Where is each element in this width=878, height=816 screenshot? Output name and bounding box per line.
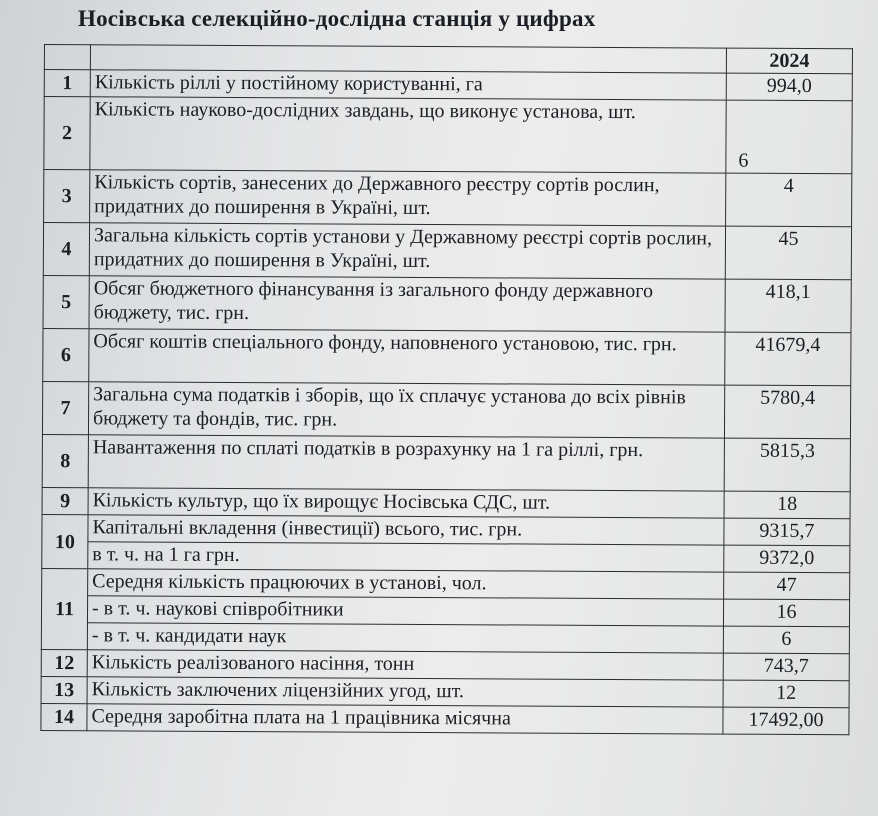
table-row	[44, 97, 852, 174]
header-num-cell	[44, 45, 90, 70]
table-row	[44, 70, 852, 101]
table-row	[42, 487, 850, 518]
row-value: 994,0	[726, 73, 852, 101]
row-label: Середня заробітна плата на 1 працівника місячна	[87, 704, 723, 734]
table-row	[42, 434, 850, 491]
table-row	[42, 514, 850, 545]
row-number: 4	[43, 223, 89, 276]
subrow-label: в т. ч. на 1 га грн.	[88, 542, 724, 572]
stats-table	[40, 44, 853, 735]
row-number: 14	[41, 703, 87, 730]
table-row	[41, 703, 849, 734]
table-row	[44, 170, 852, 227]
row-number: 8	[42, 434, 88, 487]
table-subrow	[41, 595, 849, 626]
header-year: 2024	[726, 48, 852, 74]
row-value: 4	[726, 173, 852, 227]
row-label: Капітальні вкладення (інвестиції) всього, тис. грн.	[88, 515, 724, 545]
row-value: 45	[725, 226, 851, 280]
row-label: Загальна сума податків і зборів, що їх сплачує установа до всіх рівнів бюджету та фондів, тис. грн.	[88, 382, 724, 438]
table-row	[42, 381, 850, 438]
subrow-value: 6	[723, 626, 849, 654]
row-label: Обсяг коштів спеціального фонду, наповненого установою, тис. грн.	[89, 329, 725, 385]
row-number: 10	[42, 514, 88, 568]
row-number: 5	[43, 275, 89, 328]
header-label-cell	[90, 45, 726, 73]
table-subrow	[41, 622, 849, 653]
row-label: Кількість ріллі у постійному користуванні, га	[90, 70, 726, 100]
subrow-value: 16	[723, 599, 849, 627]
table-row	[41, 649, 849, 680]
row-number: 9	[42, 487, 88, 514]
row-number: 3	[44, 170, 90, 223]
row-label: Обсяг бюджетного фінансування із загального фонду державного бюджету, тис. грн.	[89, 276, 725, 332]
table-row	[41, 676, 849, 707]
row-label: Кількість науково-дослідних завдань, що виконує установа, шт.	[90, 97, 726, 173]
table-subrow	[42, 541, 850, 572]
row-value: 12	[723, 680, 849, 708]
row-label: Кількість культур, що їх вирощує Носівська СДС, шт.	[88, 488, 724, 518]
row-label: Середня кількість працюючих в установі, чол.	[88, 569, 724, 599]
page-title: Носівська селекційно-дослідна станція у цифрах	[78, 6, 596, 31]
row-value: 5815,3	[724, 438, 850, 492]
subrow-label: - в т. ч. кандидати наук	[87, 623, 723, 653]
row-number: 7	[42, 381, 88, 434]
table-row	[43, 275, 851, 332]
row-value: 41679,4	[725, 332, 851, 386]
row-number: 11	[41, 568, 87, 649]
subrow-value: 9372,0	[724, 545, 850, 573]
table-row	[42, 568, 850, 599]
row-number: 1	[44, 70, 90, 97]
row-number: 2	[44, 97, 90, 170]
table-row	[43, 223, 851, 280]
row-number: 6	[43, 328, 89, 381]
row-value: 418,1	[725, 279, 851, 333]
row-label: Навантаження по сплаті податків в розрахунку на 1 га ріллі, грн.	[88, 435, 724, 491]
table-row	[43, 328, 851, 385]
row-value: 47	[724, 572, 850, 600]
row-label: Кількість сортів, занесених до Державного реєстру сортів рослин, придатних до поширення в Україні, шт.	[90, 170, 726, 226]
row-label: Кількість заключених ліцензійних угод, шт.	[87, 677, 723, 707]
row-label: Загальна кількість сортів установи у Державному реєстрі сортів рослин, придатних до поширення в Україні, шт.	[89, 223, 725, 279]
row-label: Кількість реалізованого насіння, тонн	[87, 650, 723, 680]
row-number: 12	[41, 649, 87, 676]
row-value: 18	[724, 491, 850, 519]
row-value: 5780,4	[724, 385, 850, 439]
row-number: 13	[41, 676, 87, 703]
row-value: 9315,7	[724, 518, 850, 546]
row-value: 17492,00	[723, 707, 849, 735]
row-value: 6	[726, 100, 852, 174]
row-value: 743,7	[723, 653, 849, 681]
subrow-label: - в т. ч. наукові співробітники	[87, 596, 723, 626]
